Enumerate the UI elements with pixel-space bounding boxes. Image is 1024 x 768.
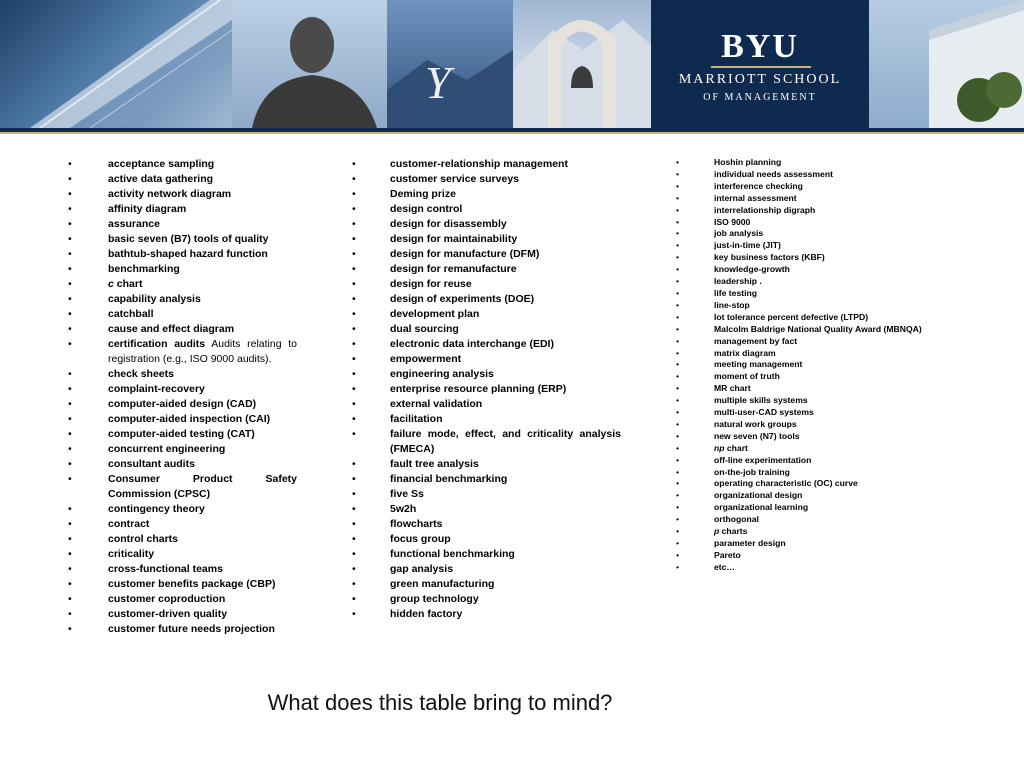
header-banner [0,0,1024,128]
term-item [108,337,297,367]
banner-building-photo [0,0,232,128]
banner-bell-tower-photo [513,0,651,128]
term-item: • design of experiments (DOE) [390,292,621,307]
term-item: • focus group [390,532,621,547]
term-item: • development plan [390,307,621,322]
term-item: • check sheets [108,367,297,382]
term-item: • fault tree analysis [390,457,621,472]
term-item: • design for manufacture (DFM) [390,247,621,262]
term-item: • orthogonal [714,514,964,526]
term-item: • on-the-job training [714,467,964,479]
term-item: • electronic data interchange (EDI) [390,337,621,352]
logo-school-text: MARRIOTT SCHOOL [678,72,842,87]
term-item: • green manufacturing [390,577,621,592]
term-item: • catchball [108,307,297,322]
question-text: What does this table bring to mind? [267,690,613,715]
term-item: • customer-driven quality [108,607,297,622]
term-item: • individual needs assessment [714,169,964,181]
term-rest: charts [719,526,748,537]
term-item: • five Ss [390,487,621,502]
term-item: • ISO 9000 [714,217,964,229]
banner-statue-photo [232,0,387,128]
banner-gold-rule [0,132,1024,134]
term-item: • design for reuse [390,277,621,292]
term-item [714,526,964,538]
logo-divider [711,66,811,68]
term-rest: chart [724,442,748,453]
term-item: • capability analysis [108,292,297,307]
term-item: • engineering analysis [390,367,621,382]
term-item: • interrelationship digraph [714,205,964,217]
term-item: • key business factors (KBF) [714,252,964,264]
term-item: • job analysis [714,228,964,240]
term-item: • design for remanufacture [390,262,621,277]
term-item: • knowledge-growth [714,264,964,276]
term-item [714,443,964,455]
term-item: • active data gathering [108,172,297,187]
byu-logo [651,0,869,128]
term-item: • Pareto [714,550,964,562]
term-item: • financial benchmarking [390,472,621,487]
term-item: • Hoshin planning [714,157,964,169]
term-item: • facilitation [390,412,621,427]
term-item: • off-line experimentation [714,455,964,467]
term-item: • gap analysis [390,562,621,577]
term-item: • external validation [390,397,621,412]
term-item: • etc… [714,562,964,574]
term-item: • assurance [108,217,297,232]
terms-column-1 [108,157,297,637]
term-item: • affinity diagram [108,202,297,217]
term-item: • cause and effect diagram [108,322,297,337]
term-item: • criticality [108,547,297,562]
term-item: • natural work groups [714,419,964,431]
svg-text:Y: Y [425,57,451,108]
term-item: • complaint-recovery [108,382,297,397]
term-item: • design control [390,202,621,217]
term-item: • control charts [108,532,297,547]
term-item: • matrix diagram [714,348,964,360]
term-item: • group technology [390,592,621,607]
term-item: • customer-relationship management [390,157,621,172]
term-item: • customer benefits package (CBP) [108,577,297,592]
banner-mountain-y-photo [387,0,513,128]
term-italic: c [108,278,114,290]
term-item: • functional benchmarking [390,547,621,562]
term-item: • multi-user-CAD systems [714,407,964,419]
term-item: • customer service surveys [390,172,621,187]
term-item: • basic seven (B7) tools of quality [108,232,297,247]
term-rest: chart [113,278,143,290]
term-item: • contingency theory [108,502,297,517]
term-item: • empowerment [390,352,621,367]
term-item: • meeting management [714,359,964,371]
term-item: • benchmarking [108,262,297,277]
logo-byu-text: BYU [721,28,799,65]
term-item: • lot tolerance percent defective (LTPD) [714,312,964,324]
term-item: • contract [108,517,297,532]
term-item: • computer-aided testing (CAT) [108,427,297,442]
term-item: • management by fact [714,336,964,348]
term-italic: p [714,526,720,537]
term-item: • just-in-time (JIT) [714,240,964,252]
term-item: • moment of truth [714,371,964,383]
term-item: • life testing [714,288,964,300]
terms-column-3 [714,157,964,574]
term-item: • dual sourcing [390,322,621,337]
term-item: • cross-functional teams [108,562,297,577]
term-definition: Audits relating to registration (e.g., ISO 9000 audits). [108,338,297,365]
term-item: • internal assessment [714,193,964,205]
term-item: • MR chart [714,383,964,395]
term-item: • computer-aided inspection (CAI) [108,412,297,427]
term-item: • leadership . [714,276,964,288]
term-item: • Consumer Product Safety Commission (CPSC) [108,472,297,502]
term-item: • hidden factory [390,607,621,622]
term-item: • multiple skills systems [714,395,964,407]
term-item: • organizational learning [714,502,964,514]
term-item: • interference checking [714,181,964,193]
term-item: • bathtub-shaped hazard function [108,247,297,262]
term-item: • Malcolm Baldrige National Quality Award (MBNQA) [714,324,964,336]
banner-building-tree-photo [869,0,1024,128]
term-item: • computer-aided design (CAD) [108,397,297,412]
term-item: • customer coproduction [108,592,297,607]
term-item: • 5w2h [390,502,621,517]
terms-column-2 [390,157,621,622]
term-item: • acceptance sampling [108,157,297,172]
term-item: • design for maintainability [390,232,621,247]
term-item: • consultant audits [108,457,297,472]
term-item [108,277,297,292]
term-item: • design for disassembly [390,217,621,232]
term-item: • customer future needs projection [108,622,297,637]
term-name: certification audits [108,338,206,350]
term-item: • new seven (N7) tools [714,431,964,443]
term-item: • parameter design [714,538,964,550]
term-italic: np [714,442,725,453]
term-item: • Deming prize [390,187,621,202]
term-item: • failure mode, effect, and criticality analysis (FMECA) [390,427,621,457]
term-item: • line-stop [714,300,964,312]
logo-sub-text: OF MANAGEMENT [703,92,817,103]
term-item: • flowcharts [390,517,621,532]
term-item: • concurrent engineering [108,442,297,457]
term-item: • organizational design [714,490,964,502]
term-item: • operating characteristic (OC) curve [714,478,964,490]
term-item: • enterprise resource planning (ERP) [390,382,621,397]
term-item: • activity network diagram [108,187,297,202]
